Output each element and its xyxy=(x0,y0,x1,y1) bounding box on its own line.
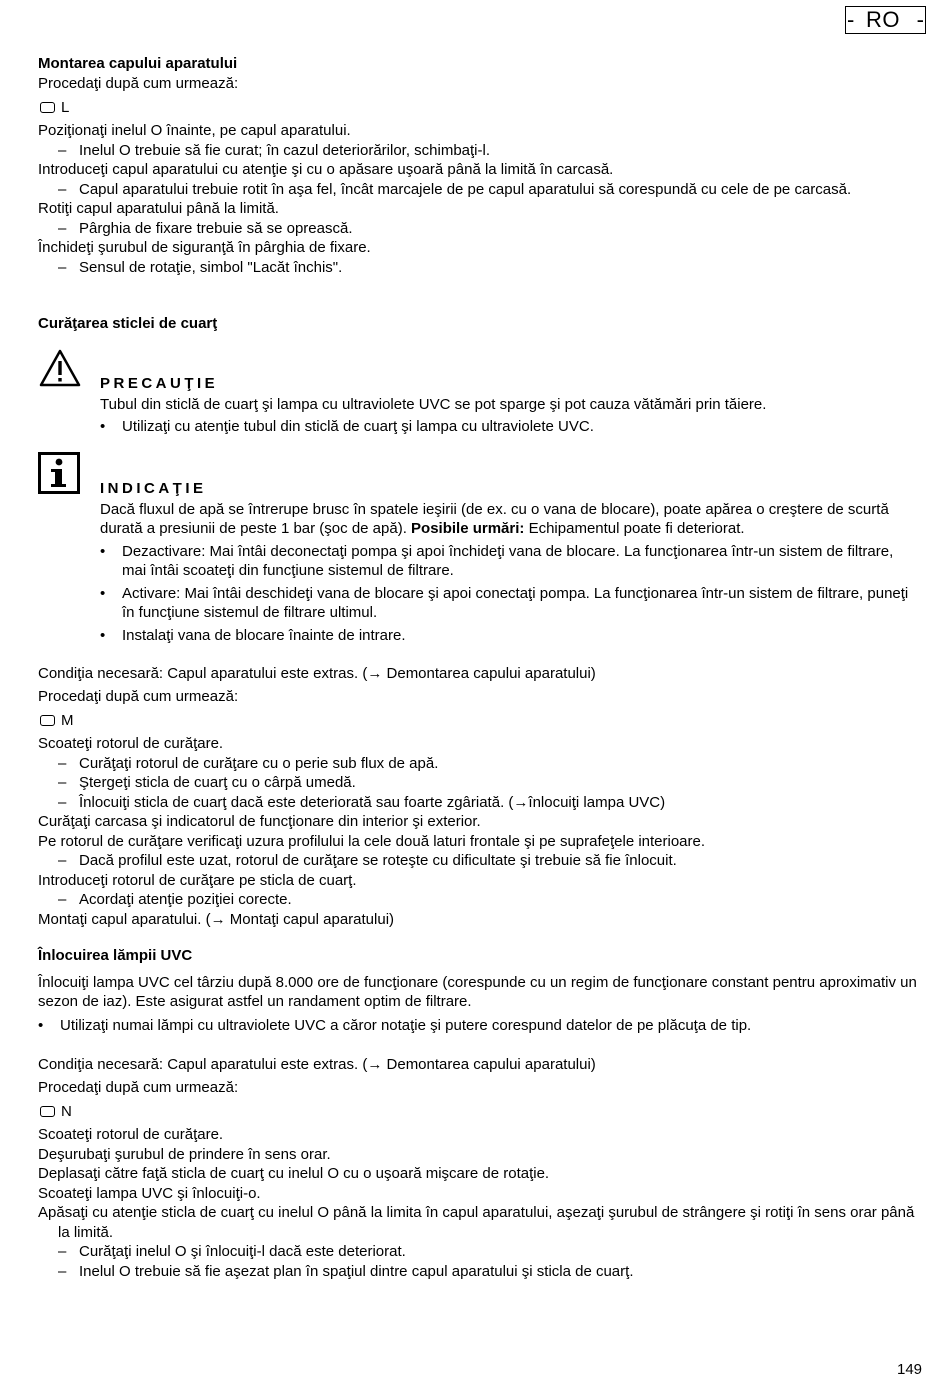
procedure-intro: Procedaţi după cum urmează: xyxy=(38,74,239,92)
sub-step xyxy=(38,793,918,813)
bullet-text: Utilizaţi cu atenţie tubul din sticlă de cuarţ şi lampa cu ultraviolete UVC. xyxy=(122,418,594,435)
bullet-item xyxy=(100,626,920,646)
step: Deplasaţi către faţă sticla de cuarţ cu inelul O cu o uşoară mişcare de rotaţie. xyxy=(38,1165,550,1182)
figure-reference xyxy=(38,98,918,117)
info-text-main: Dacă fluxul de apă se întrerupe brusc în spatele ieşirii (de ex. cu o vana de blocare), poate apărea o creştere de scurtă durată a presiunii de peste 1 bar (şoc de apă). xyxy=(100,500,889,537)
caution-bullets xyxy=(100,417,920,437)
prerequisite-text: Condiţia necesară: Capul aparatului este extras. (→ Demontarea capului aparatului) xyxy=(38,665,596,682)
dash-marker: – xyxy=(58,1243,67,1260)
sub-step xyxy=(38,773,918,793)
sub-step-text: Pârghia de fixare trebuie să se oprească. xyxy=(79,219,353,237)
sub-step-text: Dacă profilul este uzat, rotorul de curăţare se roteşte cu dificultate şi trebuie să fie înlocuit. xyxy=(79,852,677,869)
sub-step-text: Inelul O trebuie să fie aşezat plan în spaţiul dintre capul aparatului şi sticla de cuarţ. xyxy=(79,1262,634,1280)
sub-step-text: Curăţaţi inelul O şi înlocuiţi-l dacă este deteriorat. xyxy=(79,1243,406,1260)
sub-step-text: Sensul de rotaţie, simbol "Lacăt închis". xyxy=(79,258,343,276)
step: Apăsaţi cu atenţie sticla de cuarţ cu inelul O până la limita în capul aparatului, aşezaţi şurubul de strângere şi rotiţi în sens orar până la limită. xyxy=(38,1204,915,1241)
step: Scoateţi lampa UVC şi înlocuiţi-o. xyxy=(38,1184,261,1202)
replace-procedure xyxy=(38,1055,918,1281)
dash-marker: – xyxy=(58,793,67,811)
sub-step xyxy=(38,258,918,278)
sub-step xyxy=(38,851,918,871)
procedure-intro: Procedaţi după cum urmează: xyxy=(38,1078,239,1096)
sub-step-text: Capul aparatului trebuie rotit în aşa fel, încât marcajele de pe capul aparatului să corespundă cu cele de pe carcasă. xyxy=(79,180,852,198)
info-result-text: Echipamentul poate fi deteriorat. xyxy=(528,520,745,537)
bullet-text: Activare: Mai întâi deschideţi vana de blocare şi apoi conectaţi pompa. La funcţionarea într-un sistem de filtrare, puneţi în funcţiune sistemul de filtrare ultimul. xyxy=(122,584,909,621)
mount-section xyxy=(38,54,918,277)
bullet-icon: • xyxy=(100,584,106,602)
figure-letter: L xyxy=(61,98,70,116)
clean-section-title xyxy=(38,314,918,334)
bullet-icon: • xyxy=(100,418,106,435)
step: Introduceţi capul aparatului cu atenţie şi cu o apăsare uşoară până la limită în carcasă. xyxy=(38,161,614,178)
page-number: 149 xyxy=(897,1361,923,1378)
figure-box-icon xyxy=(40,1106,55,1117)
replace-section xyxy=(38,946,918,1035)
dash-marker: – xyxy=(58,754,67,772)
dash-marker: – xyxy=(58,1262,67,1280)
step: Scoateţi rotorul de curăţare. xyxy=(38,1126,224,1143)
info-result-label: Posibile urmări: xyxy=(411,520,525,537)
dash-marker: – xyxy=(58,774,67,791)
bullet-text: Dezactivare: Mai întâi deconectaţi pompa şi apoi închideţi vana de blocare. La funcţionarea într-un sistem de filtrare, mai întâi scoateţi din funcţiune sistemul de filtrare. xyxy=(122,542,894,579)
warning-triangle-icon xyxy=(38,348,82,394)
figure-box-icon xyxy=(40,102,55,113)
figure-reference xyxy=(38,711,918,730)
sub-step xyxy=(38,141,918,161)
step: Scoateţi rotorul de curăţare. xyxy=(38,735,224,752)
sub-step-text: Ştergeţi sticla de cuarţ cu o cârpă umedă. xyxy=(79,774,356,791)
step: Pe rotorul de curăţare verificaţi uzura profilului la cele două laturi frontale şi pe suprafeţele interioare. xyxy=(38,832,706,850)
sub-step xyxy=(38,219,918,239)
dash-marker: – xyxy=(58,180,67,198)
clean-procedure xyxy=(38,664,918,929)
step: Introduceţi rotorul de curăţare pe sticla de cuarţ. xyxy=(38,871,357,889)
info-title: INDICAŢIE xyxy=(100,480,207,497)
dash-marker: – xyxy=(58,141,67,159)
bullet-item xyxy=(38,1016,918,1036)
clean-steps xyxy=(38,734,918,929)
dash-marker: – xyxy=(58,258,67,276)
sub-step xyxy=(38,754,918,774)
replace-text: Înlocuiţi lampa UVC cel târziu după 8.000 ore de funcţionare (corespunde cu un regim de funcţionare constant pentru aproximativ un sezon de iaz). Este asigurat astfel un randament optim de filtrare. xyxy=(38,973,917,1010)
section-heading-mount: Montarea capului aparatului xyxy=(38,55,238,72)
dash-marker: – xyxy=(58,891,67,908)
bullet-icon: • xyxy=(100,542,106,560)
sub-step-text: Curăţaţi rotorul de curăţare cu o perie sub flux de apă. xyxy=(79,754,439,772)
bullet-text: Instalaţi vana de blocare înainte de intrare. xyxy=(122,626,406,644)
step: Montaţi capul aparatului. (→ Montaţi capul aparatului) xyxy=(38,910,395,928)
caution-text: Tubul din sticlă de cuarţ şi lampa cu ultraviolete UVC se pot sparge şi pot cauza vătămări prin tăiere. xyxy=(100,395,767,413)
prerequisite-text: Condiţia necesară: Capul aparatului este extras. (→ Demontarea capului aparatului) xyxy=(38,1056,596,1073)
bullet-icon: • xyxy=(100,626,106,644)
bullet-item xyxy=(100,584,920,623)
procedure-intro: Procedaţi după cum urmează: xyxy=(38,687,239,705)
section-heading-clean: Curăţarea sticlei de cuarţ xyxy=(38,315,218,332)
info-bullets xyxy=(100,542,920,646)
sub-step xyxy=(38,890,918,910)
figure-letter: N xyxy=(61,1102,72,1120)
dash-marker: – xyxy=(58,219,67,237)
language-dash-right: - xyxy=(916,7,924,32)
step: Rotiţi capul aparatului până la limită. xyxy=(38,200,279,217)
step: Poziţionaţi inelul O înainte, pe capul aparatului. xyxy=(38,122,351,139)
language-code: RO xyxy=(866,7,900,32)
sub-step-text: Acordaţi atenţie poziţiei corecte. xyxy=(79,891,292,908)
language-badge xyxy=(845,6,926,34)
bullet-item xyxy=(100,417,920,437)
step: Deşurubaţi şurubul de prindere în sens orar. xyxy=(38,1145,331,1163)
step: Curăţaţi carcasa şi indicatorul de funcţionare din interior şi exterior. xyxy=(38,813,481,830)
sub-step xyxy=(38,180,918,200)
step: Închideţi şurubul de siguranţă în pârghia de fixare. xyxy=(38,239,371,256)
figure-letter: M xyxy=(61,711,74,729)
mount-steps xyxy=(38,121,918,277)
figure-reference xyxy=(38,1102,918,1121)
sub-step-text: Inelul O trebuie să fie curat; în cazul deteriorărilor, schimbaţi-l. xyxy=(79,141,491,159)
figure-box-icon xyxy=(40,715,55,726)
sub-step xyxy=(38,1242,918,1262)
language-dash-left: - xyxy=(847,7,855,32)
bullet-text: Utilizaţi numai lămpi cu ultraviolete UVC a căror notaţie şi putere corespund datelor de pe plăcuţa de tip. xyxy=(60,1016,752,1034)
dash-marker: – xyxy=(58,852,67,869)
caution-title: PRECAUŢIE xyxy=(100,375,219,392)
bullet-icon: • xyxy=(38,1016,44,1034)
info-icon xyxy=(38,452,80,500)
bullet-item xyxy=(100,542,920,581)
sub-step xyxy=(38,1262,918,1282)
sub-step-text: Înlocuiţi sticla de cuarţ dacă este deteriorată sau foarte zgâriată. (→înlocuiţi lampa UVC) xyxy=(79,793,666,811)
replace-bullets xyxy=(38,1016,918,1036)
info-text xyxy=(100,500,920,539)
replace-steps xyxy=(38,1125,918,1281)
section-heading-replace: Înlocuirea lămpii UVC xyxy=(38,947,193,964)
